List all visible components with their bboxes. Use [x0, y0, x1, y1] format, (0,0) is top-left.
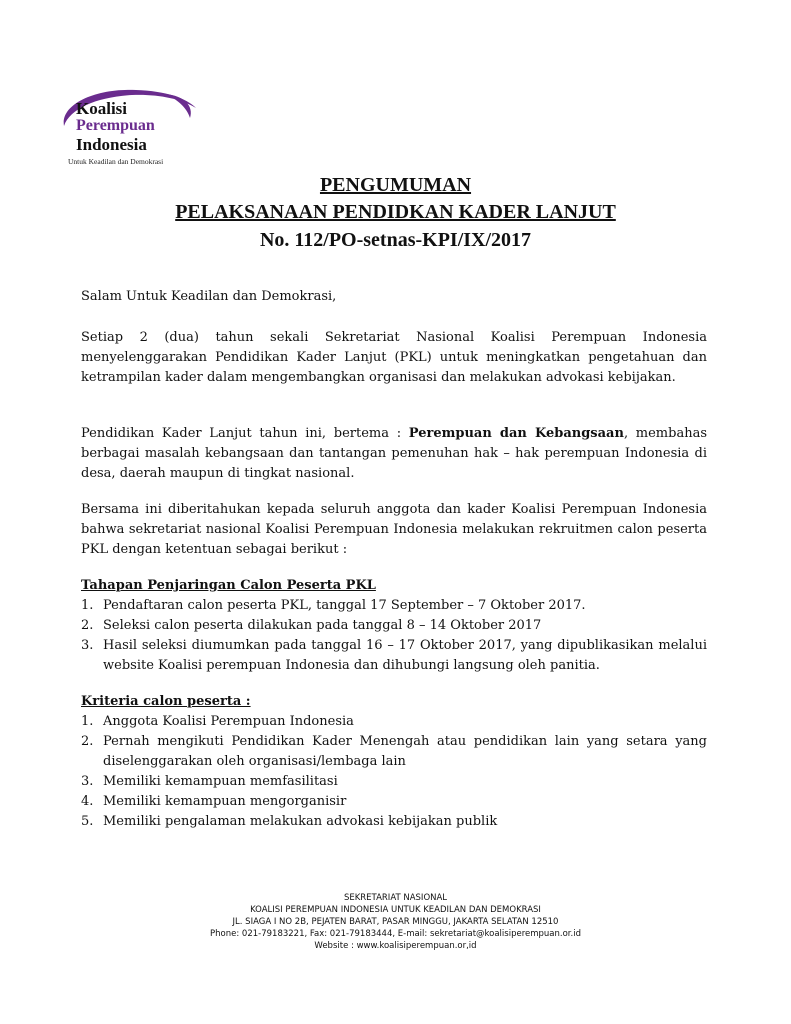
stages-heading: Tahapan Penjaringan Calon Peserta PKL — [81, 578, 376, 593]
list-item-number: 1. — [81, 598, 94, 613]
list-item-text: Memiliki kemampuan memfasilitasi — [103, 774, 338, 789]
list-item-number: 4. — [81, 794, 94, 809]
logo-tagline: Untuk Keadilan dan Demokrasi — [68, 157, 164, 166]
theme-lead-text: Pendidikan Kader Lanjut tahun ini, bertema : — [81, 426, 409, 441]
footer-website: Website : www.koalisiperempuan.or,id — [314, 941, 477, 951]
list-item-text: Seleksi calon peserta dilakukan pada tanggal 8 – 14 Oktober 2017 — [103, 618, 542, 633]
footer-organization: KOALISI PEREMPUAN INDONESIA UNTUK KEADILAN DAN DEMOKRASI — [250, 905, 541, 915]
letterhead-footer — [0, 892, 791, 952]
list-item — [81, 636, 707, 676]
paragraph-theme — [81, 424, 707, 484]
list-item — [81, 712, 707, 732]
list-item — [81, 772, 707, 792]
footer-contact: Phone: 021-79183221, Fax: 021-79183444, E-mail: sekretariat@koalisiperempuan.or.id — [210, 929, 581, 939]
criteria-list — [81, 712, 707, 832]
list-item-number: 3. — [81, 774, 94, 789]
paragraph-intro: Setiap 2 (dua) tahun sekali Sekretariat Nasional Koalisi Perempuan Indonesia menyelenggarakan Pendidikan Kader Lanjut (PKL) untuk meningkatkan pengetahuan dan ketrampilan kader dalam mengembangkan organisasi dan melakukan advokasi kebijakan. — [81, 330, 707, 385]
list-item-text: Memiliki kemampuan mengorganisir — [103, 794, 347, 809]
list-item — [81, 616, 707, 636]
organization-logo — [56, 86, 216, 168]
criteria-heading: Kriteria calon peserta : — [81, 694, 251, 709]
logo-text-indonesia: Indonesia — [76, 135, 147, 154]
list-item-text: Hasil seleksi diumumkan pada tanggal 16 – 17 Oktober 2017, yang dipublikasikan melalui website Koalisi perempuan Indonesia dan dihubungi langsung oleh panitia. — [103, 638, 707, 673]
list-item-number: 2. — [81, 734, 94, 749]
document-subtitle: PELAKSANAAN PENDIDKAN KADER LANJUT — [175, 201, 616, 223]
list-item-number: 2. — [81, 618, 94, 633]
document-title: PENGUMUMAN — [319, 174, 472, 196]
logo-text-koalisi: Koalisi — [76, 99, 128, 118]
footer-secretariat: SEKRETARIAT NASIONAL — [343, 893, 448, 903]
footer-address: JL. SIAGA I NO 2B, PEJATEN BARAT, PASAR MINGGU, JAKARTA SELATAN 12510 — [232, 917, 559, 927]
list-item — [81, 732, 707, 772]
list-item-number: 5. — [81, 814, 94, 829]
theme-trail-text: , membahas berbagai masalah kebangsaan dan tantangan pemenuhan hak – hak perempuan Indonesia di desa, daerah maupun di tingkat nasional. — [81, 426, 707, 481]
greeting: Salam Untuk Keadilan dan Demokrasi, — [81, 289, 337, 304]
list-item-text: Anggota Koalisi Perempuan Indonesia — [103, 714, 354, 729]
list-item-number: 3. — [81, 638, 94, 653]
logo-text-perempuan: Perempuan — [76, 117, 155, 134]
document-number: No. 112/PO-setnas-KPI/IX/2017 — [259, 229, 532, 251]
list-item-text: Pendaftaran calon peserta PKL, tanggal 17 September – 7 Oktober 2017. — [103, 598, 586, 613]
stages-list — [81, 596, 707, 676]
list-item — [81, 812, 707, 832]
list-item — [81, 596, 707, 616]
paragraph-recruitment: Bersama ini diberitahukan kepada seluruh anggota dan kader Koalisi Perempuan Indonesia bahwa sekretariat nasional Koalisi Perempuan Indonesia melakukan rekruitmen calon peserta PKL dengan ketentuan sebagai berikut : — [81, 502, 707, 557]
list-item-text: Memiliki pengalaman melakukan advokasi kebijakan publik — [103, 814, 498, 829]
theme-name: Perempuan dan Kebangsaan — [408, 426, 624, 441]
list-item — [81, 792, 707, 812]
list-item-number: 1. — [81, 714, 94, 729]
list-item-text: Pernah mengikuti Pendidikan Kader Menengah atau pendidikan lain yang setara yang diselenggarakan oleh organisasi/lembaga lain — [103, 734, 707, 769]
